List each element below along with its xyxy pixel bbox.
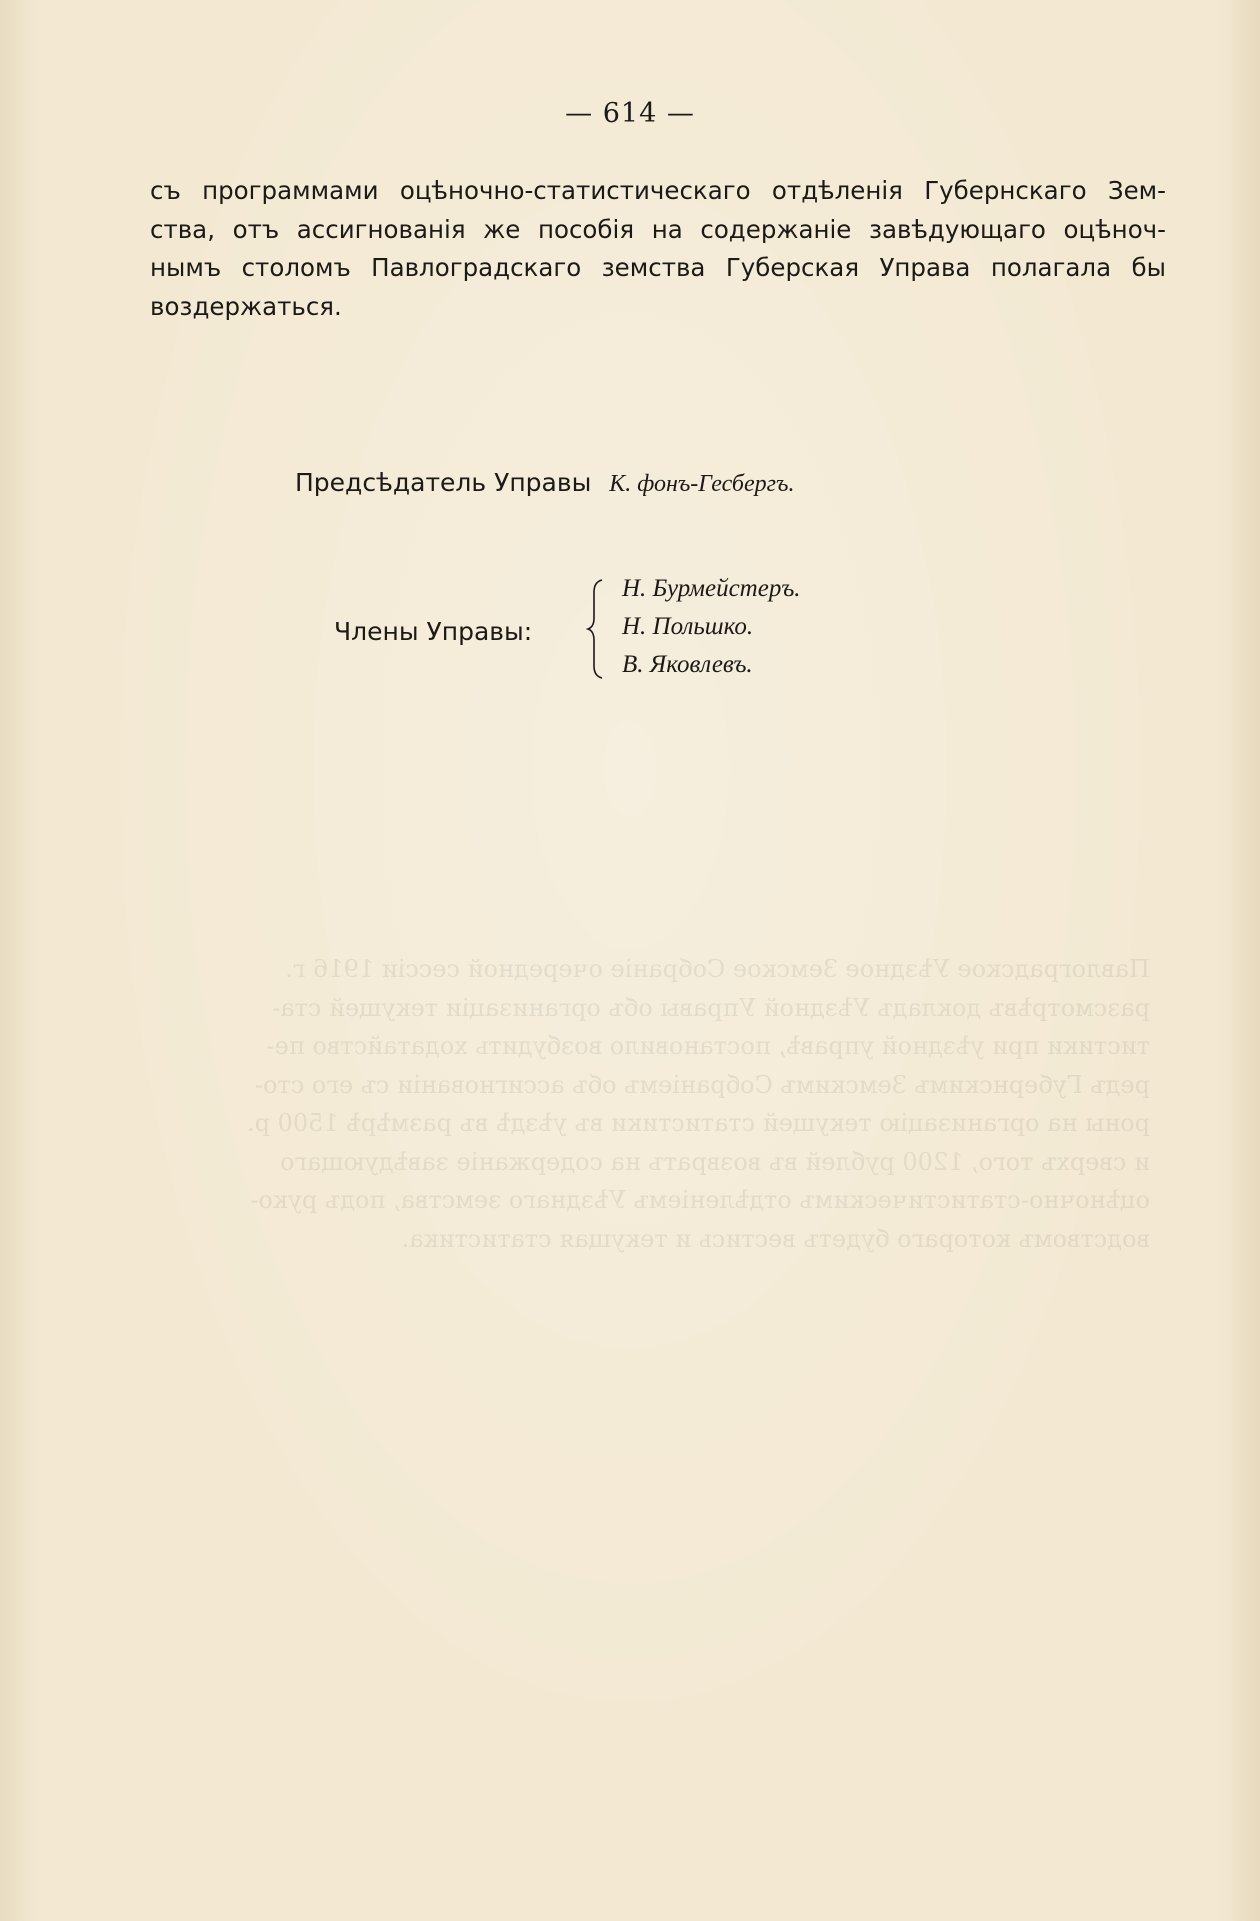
brace-icon (586, 578, 606, 680)
body-line: ства, отъ ассигнованія же пособія на содержаніе завѣдующаго оцѣноч- (150, 214, 1166, 244)
chairman-signature-line (295, 468, 794, 498)
body-line: воздержаться. (150, 291, 342, 321)
page-number: — 614 — (565, 98, 695, 129)
chairman-signature: К. фонъ-Гесбергъ. (609, 471, 795, 497)
body-line: съ программами оцѣночно-статистическаго отдѣленія Губернскаго Зем- (150, 176, 1166, 205)
bleed-through: Павлоградское Уѣздное Земское Собраніе очередной сессіи 1916 г. разсмотрѣвъ докладъ Уѣздной Управы объ организаціи текущей ста- тистики при уѣздной управѣ, постановило возбудить ходатайство пе- редъ Губернскимъ Земскимъ Собраніемъ объ ассигнованіи съ его сто- роны на организацію текущей статистики въ уѣздѣ въ размѣрѣ 1500 р. и сверхъ того, 1200 рублей въ возвратъ на содержаніе завѣдующаго оцѣночно-статистическимъ отдѣленіемъ Уѣзднаго земства, подъ руко- водствомъ котораго будетъ вестись и текущая статистика. (246, 955, 1150, 1253)
body-line: нымъ столомъ Павлоградскаго земства Губерская Управа полагала бы (150, 253, 1166, 282)
members-label: Члены Управы: (334, 617, 533, 646)
member-name: Н. Бурмейстеръ. (622, 575, 801, 602)
chairman-label: Предсѣдатель Управы (295, 468, 592, 497)
member-name: В. Яковлевъ. (622, 651, 753, 678)
body-paragraph (150, 172, 1166, 326)
member-name: Н. Польшко. (622, 613, 754, 640)
